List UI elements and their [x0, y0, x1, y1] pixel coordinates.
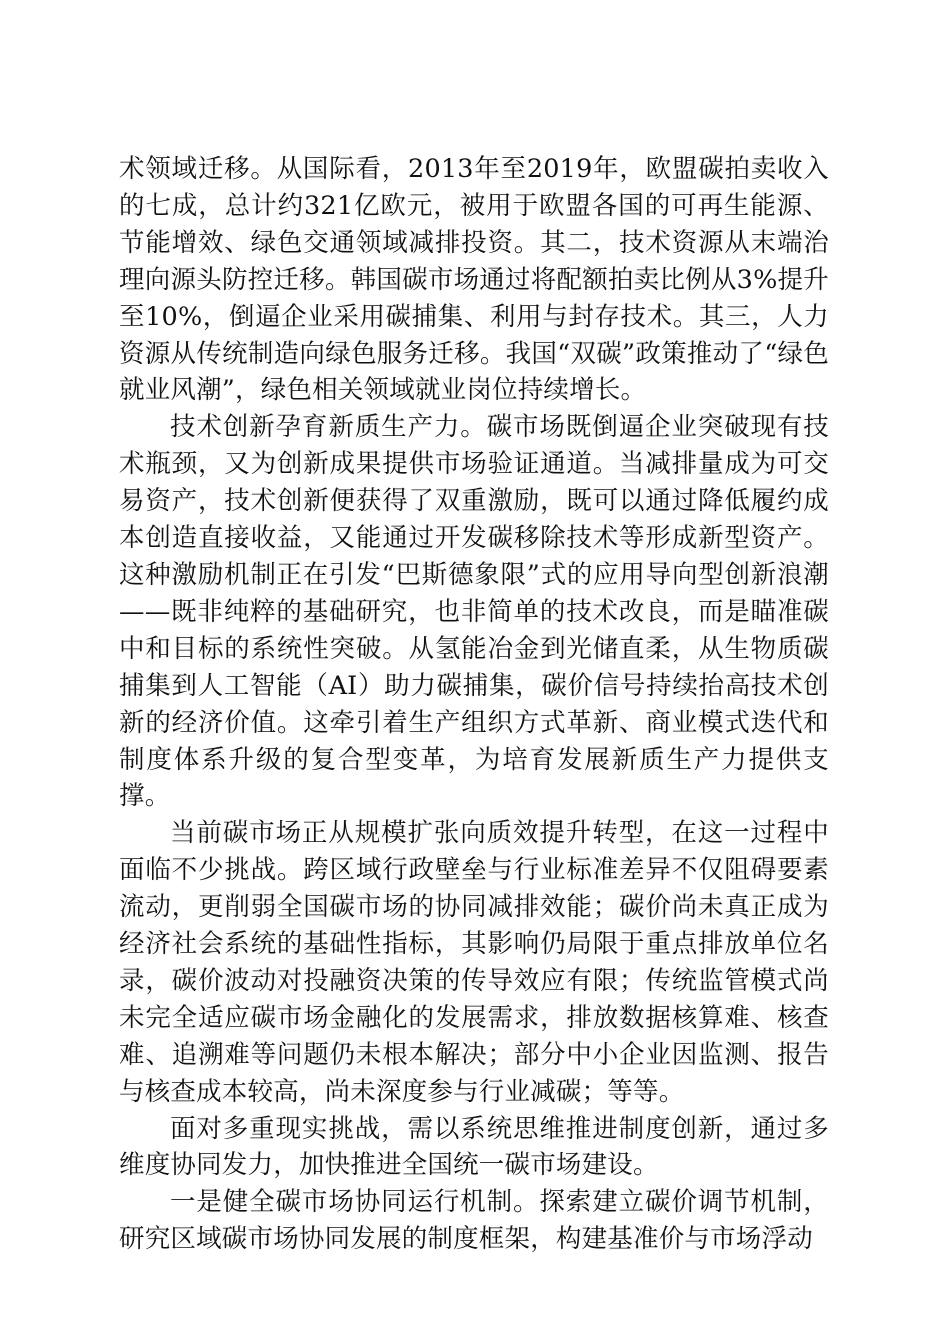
- paragraph-continuation-eu-carbon-revenue: 术领域迁移。从国际看，2013年至2019年，欧盟碳拍卖收入的七成，总计约321亿欧元，被用于欧盟各国的可再生能源、节能增效、绿色交通领域减排投资。其二，技术资源从末端治理向源头防控迁移。韩国碳市场通过将配额拍卖比例从3%提升至10%，倒逼企业采用碳捕集、利用与封存技术。其三，人力资源从传统制造向绿色服务迁移。我国“双碳”政策推动了“绿色就业风潮”，绿色相关领域就业岗位持续增长。: [119, 154, 829, 406]
- paragraph-institutional-innovation: 面对多重现实挑战，需以系统思维推进制度创新，通过多维度协同发力，加快推进全国统一碳市场建设。: [119, 1113, 829, 1181]
- document-body: [119, 151, 829, 1258]
- paragraph-current-challenges: 当前碳市场正从规模扩张向质效提升转型，在这一过程中面临不少挑战。跨区域行政壁垒与行业标准差异不仅阻碍要素流动，更削弱全国碳市场的协同减排效能；碳价尚未真正成为经济社会系统的基础性指标，其影响仍局限于重点排放单位名录，碳价波动对投融资决策的传导效应有限；传统监管模式尚未完全适应碳市场金融化的发展需求，排放数据核算难、核查难、追溯难等问题仍未根本解决；部分中小企业因监测、报告与核查成本较高，尚未深度参与行业减碳；等等。: [119, 818, 829, 1107]
- paragraph-coordination-mechanism: 一是健全碳市场协同运行机制。探索建立碳价调节机制，研究区域碳市场协同发展的制度框架，构建基准价与市场浮动: [119, 1187, 829, 1255]
- paragraph-technology-innovation: 技术创新孕育新质生产力。碳市场既倒逼企业突破现有技术瓶颈，又为创新成果提供市场验证通道。当减排量成为可交易资产，技术创新便获得了双重激励，既可以通过降低履约成本创造直接收益，又能通过开发碳移除技术等形成新型资产。这种激励机制正在引发“巴斯德象限”式的应用导向型创新浪潮——既非纯粹的基础研究，也非简单的技术改良，而是瞄准碳中和目标的系统性突破。从氢能冶金到光储直柔，从生物质碳捕集到人工智能（AI）助力碳捕集，碳价信号持续抬高技术创新的经济价值。这牵引着生产组织方式革新、商业模式迭代和制度体系升级的复合型变革，为培育发展新质生产力提供支撑。: [119, 412, 829, 812]
